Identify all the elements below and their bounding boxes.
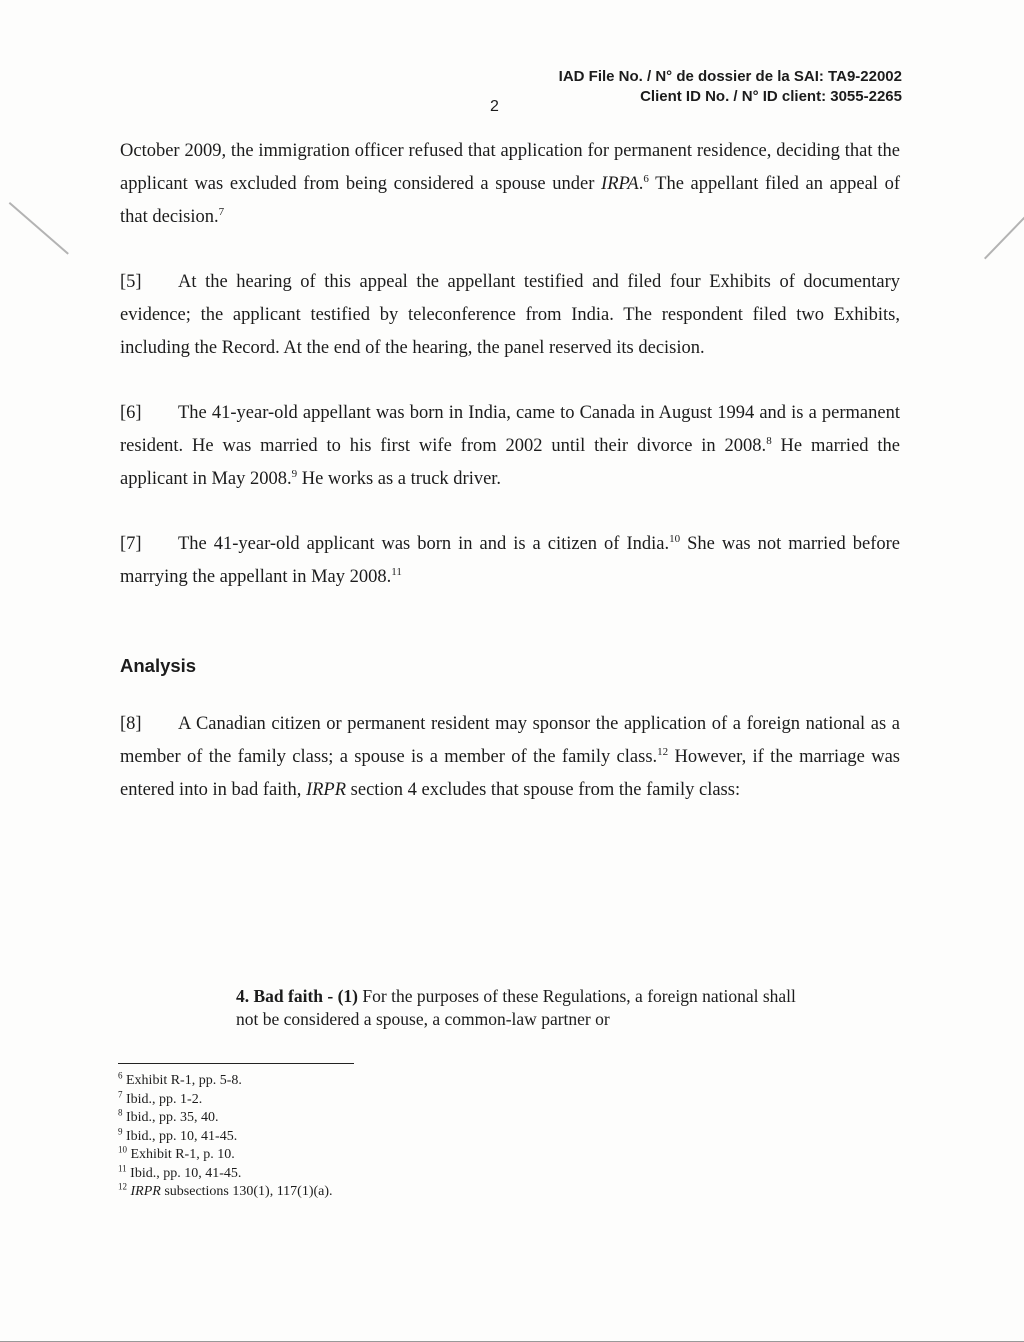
footnote-ref: 9 bbox=[291, 467, 298, 480]
footnote: $^{11}$ Ibid., pp. 10, 41-45. bbox=[118, 1162, 242, 1181]
paragraph-number: [8] bbox=[120, 714, 142, 734]
paragraph-number: [5] bbox=[120, 272, 142, 292]
footnote-ref: 12 bbox=[657, 745, 669, 758]
paragraph-5: [5] At the hearing of this appeal the appellant testified and filed four Exhibits of documentary evidence; the applicant testified by teleconference from India. The respondent filed two Exhibits, including the Record. At the end of the hearing, the panel reserved its decision. bbox=[120, 266, 900, 365]
footnote-divider bbox=[118, 1063, 354, 1064]
file-number: IAD File No. / N° de dossier de la SAI: TA9-22002 bbox=[558, 68, 902, 85]
scan-mark bbox=[9, 202, 69, 255]
regulation-quote: 4. Bad faith - (1) For the purposes of these Regulations, a foreign national shall not be considered a spouse, a common-law partner or bbox=[236, 986, 796, 1029]
scan-mark bbox=[984, 200, 1024, 259]
paragraph-6: [6] The 41-year-old appellant was born in India, came to Canada in August 1994 and is a permanent resident. He was married to his first wife from 2002 until their divorce in 2008.$^8$ He married the applicant in May 2008.$^9$ He works as a truck driver. bbox=[120, 397, 900, 496]
paragraph-7: [7] The 41-year-old applicant was born in and is a citizen of India.$^{10}$ She was not married before marrying the appellant in May 2008.11 bbox=[120, 528, 900, 594]
page-number: 2 bbox=[490, 98, 499, 115]
footnote-ref: 11 bbox=[391, 565, 402, 578]
paragraph-continued: October 2009, the immigration officer refused that application for permanent residence, deciding that the applicant was excluded from being considered a spouse under IRPA.$^6$ The appellant filed an appeal of that decision.$^7$ bbox=[120, 141, 900, 227]
footnotes bbox=[118, 1072, 333, 1202]
paragraph-number: [7] bbox=[120, 534, 142, 554]
client-id: Client ID No. / N° ID client: 3055-2265 bbox=[640, 88, 902, 105]
quote-section-title: 4. Bad faith - (1) bbox=[236, 986, 359, 1006]
footnote: $^7$ Ibid., pp. 1-2. bbox=[118, 1088, 203, 1107]
footnote: $^9$ Ibid., pp. 10, 41-45. bbox=[118, 1125, 238, 1144]
footnote: $^{10}$ Exhibit R-1, p. 10. bbox=[118, 1144, 235, 1162]
footnote: $^{12}$ IRPR subsections 130(1), 117(1)(a). bbox=[118, 1181, 333, 1199]
footnote-ref: 7 bbox=[218, 205, 225, 218]
footnote: $^8$ Ibid., pp. 35, 40. bbox=[118, 1107, 219, 1125]
file-header bbox=[559, 67, 902, 107]
paragraph-8: [8] A Canadian citizen or permanent resident may sponsor the application of a foreign national as a member of the family class; a spouse is a member of the family class.$^{12}$ However, if the marriage was entered into in bad faith, IRPR section 4 excludes that spouse from the family class: bbox=[120, 708, 900, 807]
paragraph-number: [6] bbox=[120, 403, 142, 423]
section-heading: Analysis bbox=[120, 655, 197, 676]
footnote-ref: 8 bbox=[766, 434, 772, 447]
footnote: $^6$ Exhibit R-1, pp. 5-8. bbox=[118, 1070, 242, 1088]
footnote-ref: 10 bbox=[669, 532, 681, 545]
document-body bbox=[120, 135, 900, 839]
footnote-ref: 6 bbox=[643, 172, 649, 185]
